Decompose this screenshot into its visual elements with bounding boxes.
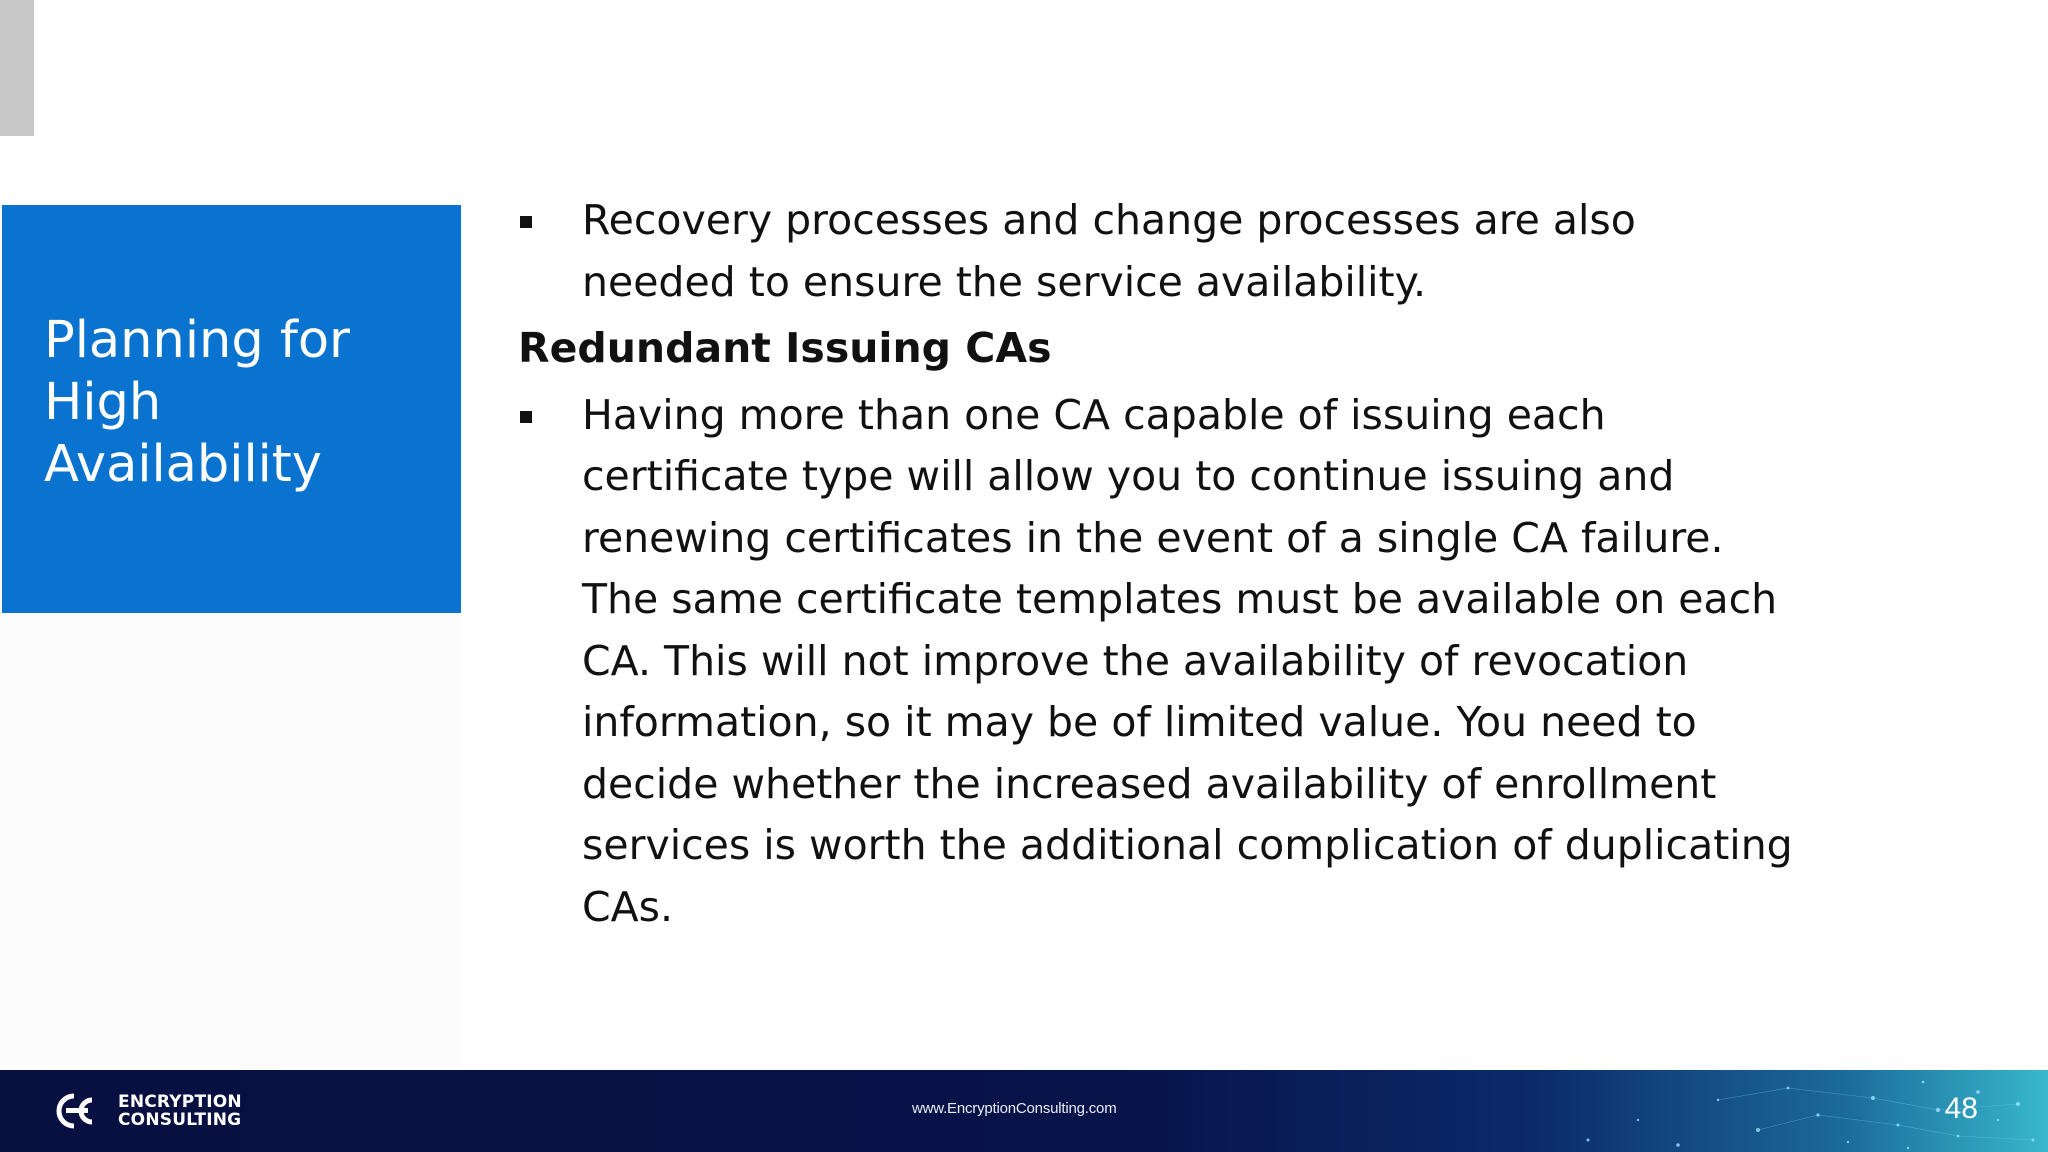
slide-content [518,190,1918,938]
bullet-item [518,190,1918,313]
slide-title: Planning for High Availability [44,311,351,494]
square-bullet-icon [520,216,532,228]
corner-tab [0,0,34,136]
bullet-line: The same certificate templates must be available on each [582,575,1778,623]
footer-bar [0,1070,2048,1152]
logo-text-line: ENCRYPTION [118,1092,242,1112]
bullet-line: certificate type will allow you to continue issuing and [582,452,1675,500]
bullet-line: CAs. [582,882,674,931]
bullet-line: CA. This will not improve the availability of revocation [582,636,1689,685]
bullet-line: Recovery processes and change processes are also [582,196,1636,244]
bullet-item [518,385,1918,939]
bullet-line: services is worth the additional complication of duplicating [582,821,1793,869]
square-bullet-icon [520,411,532,423]
bullet-line: decide whether the increased availability of enrollment [582,759,1717,808]
page-number: 48 [1944,1092,1978,1125]
ec-logo-icon [48,1090,114,1132]
title-box [2,205,461,613]
bullet-line: Having more than one CA capable of issuing each [582,390,1606,439]
section-heading: Redundant Issuing CAs [518,324,1052,372]
website-url: www.EncryptionConsulting.com [912,1100,1117,1117]
bullet-line: information, so it may be of limited value. You need to [582,698,1697,746]
bullet-line: renewing certificates in the event of a single CA failure. [582,513,1724,562]
bullet-line: needed to ensure the service availability. [582,257,1427,306]
logo-text-line: CONSULTING [118,1110,242,1130]
company-logo [48,1090,242,1132]
